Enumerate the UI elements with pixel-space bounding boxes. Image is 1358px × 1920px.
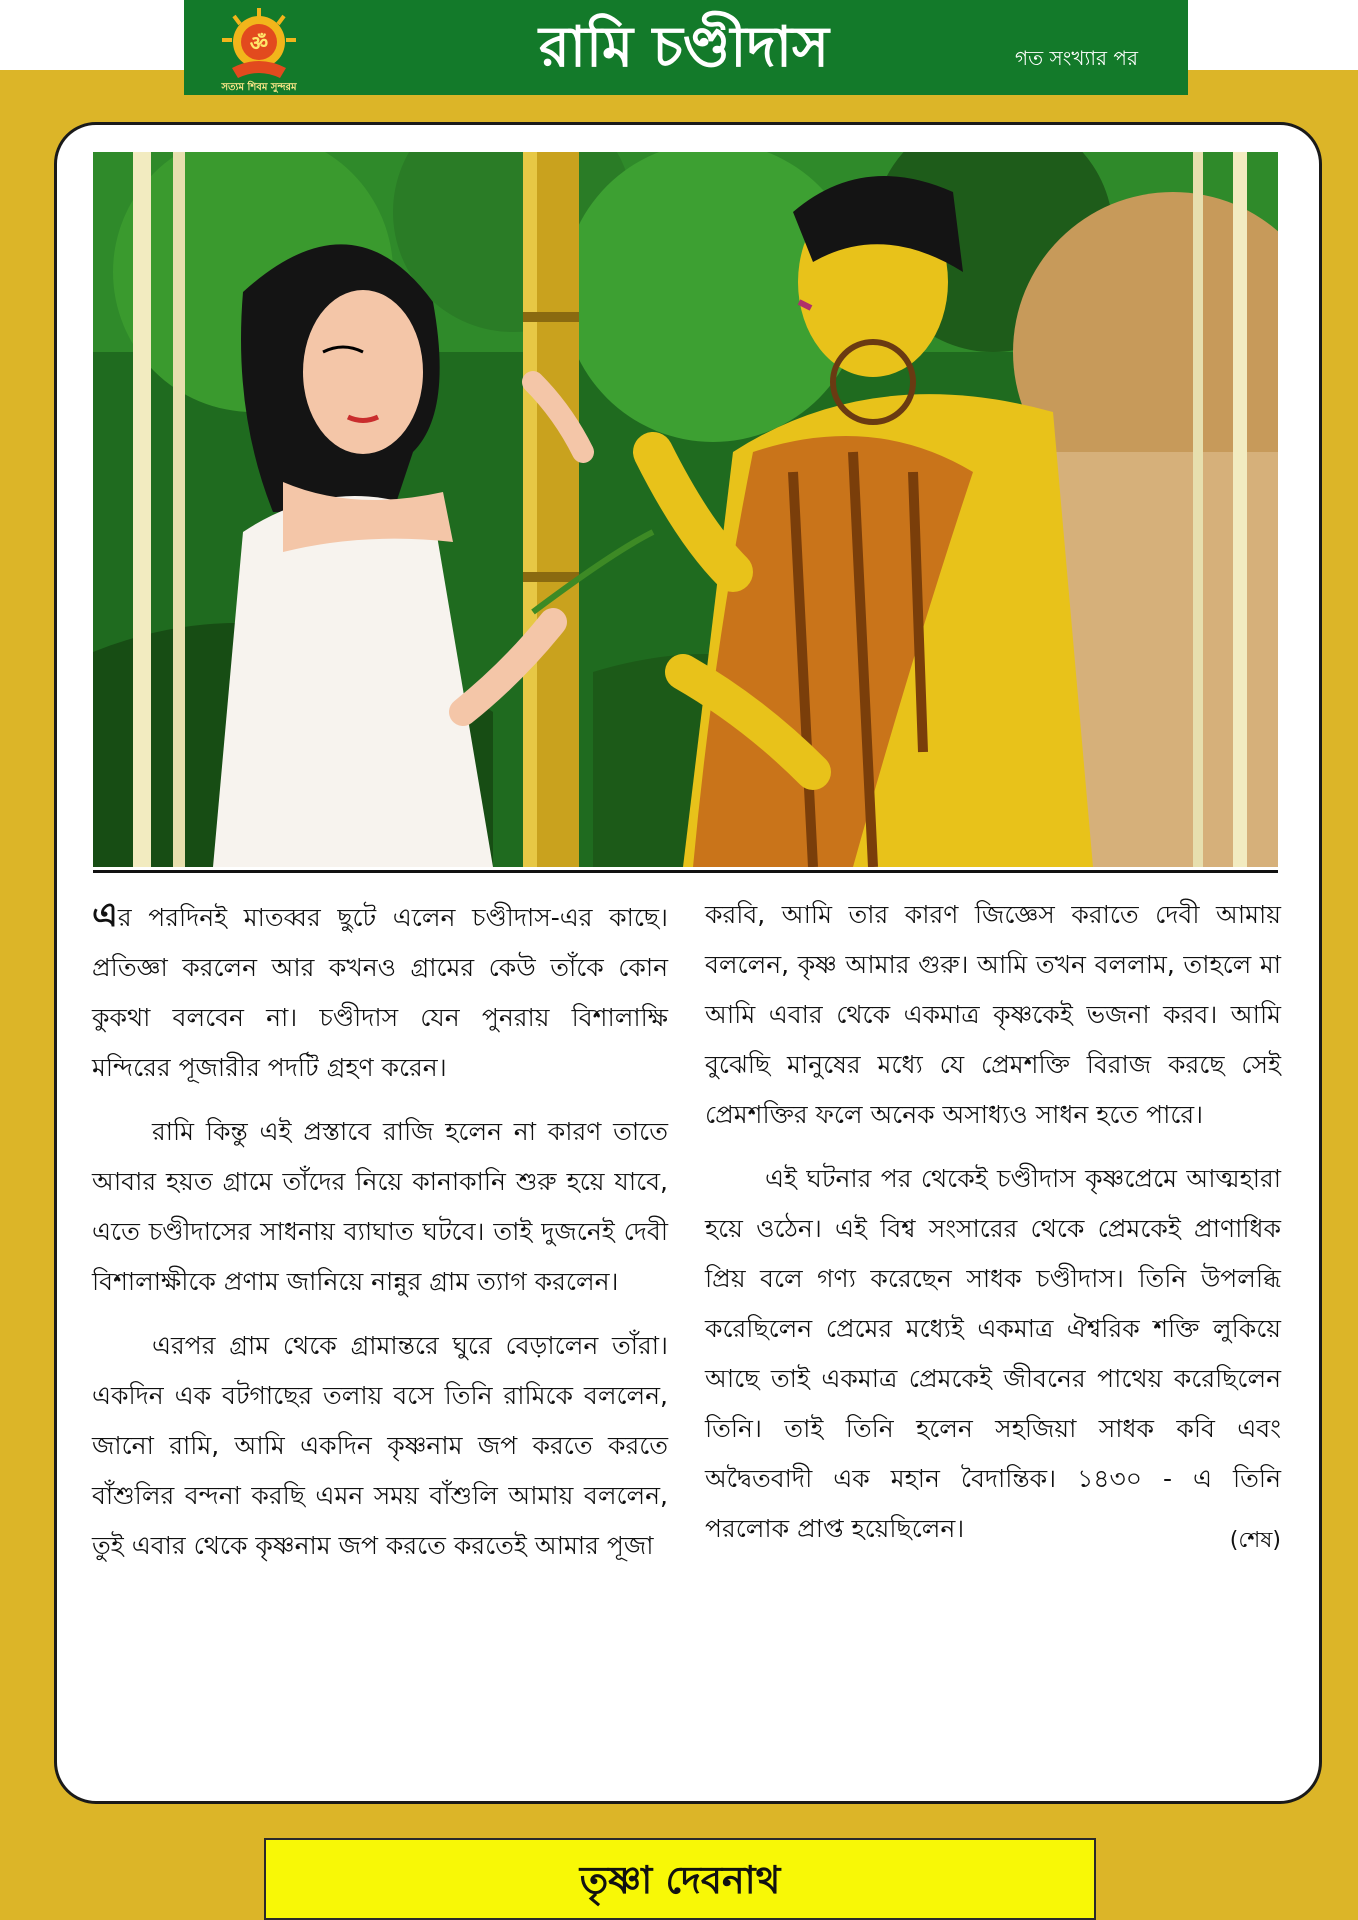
svg-text:ॐ: ॐ <box>249 31 269 55</box>
article-left-column <box>92 890 668 1585</box>
author-box <box>264 1838 1096 1920</box>
logo-caption: সত্যম শিবম সুন্দরম <box>221 82 297 93</box>
page-title: রামি চণ্ডীদাস <box>538 15 830 80</box>
paragraph-5-text: এই ঘটনার পর থেকেই চণ্ডীদাস কৃষ্ণপ্রেমে আত্মহারা হয়ে ওঠেন। এই বিশ্ব সংসারের থেকে প্রেমকেই প্রাণাধিক প্রিয় বলে গণ্য করেছেন সাধক চণ্ডীদাস। তিনি উপলব্ধি করেছিলেন প্রেমের মধ্যেই একমাত্র ঐশ্বরিক শক্তি লুকিয়ে আছে তাই একমাত্র প্রেমকেই জীবনের পাথেয় করেছিলেন তিনি। তাই তিনি হলেন সহজিয়া সাধক কবি এবং অদ্বৈতবাদী এক মহান বৈদান্তিক। ১৪৩০ - এ তিনি পরলোক প্রাপ্ত হয়েছিলেন। <box>705 1164 1281 1543</box>
paragraph-2: রামি কিন্তু এই প্রস্তাবে রাজি হলেন না কারণ তাতে আবার হয়ত গ্রামে তাঁদের নিয়ে কানাকানি শুরু হয়ে যাবে, এতে চণ্ডীদাসের সাধনায় ব্যাঘাত ঘটবে। তাই দুজনেই দেবী বিশালাক্ষীকে প্রণাম জানিয়ে নান্নুর গ্রাম ত্যাগ করলেন। <box>92 1117 668 1296</box>
paragraph-1-text: র পরদিনই মাতব্বর ছুটে এলেন চণ্ডীদাস-এর কাছে। প্রতিজ্ঞা করলেন আর কখনও গ্রামের কেউ তাঁকে কোন কুকথা বলবেন না। চণ্ডীদাস যেন পুনরায় বিশালাক্ষি মন্দিরের পূজারীর পদটি গ্রহণ করেন। <box>92 903 668 1082</box>
magazine-logo-icon <box>214 6 304 90</box>
paragraph-1 <box>92 890 668 1093</box>
paragraph-3: এরপর গ্রাম থেকে গ্রামান্তরে ঘুরে বেড়ালেন তাঁরা। একদিন এক বটগাছের তলায় বসে তিনি রামিকে বললেন, জানো রামি, আমি একদিন কৃষ্ণনাম জপ করতে করতে বাঁশুলির বন্দনা করছি এমন সময় বাঁশুলি আমায় বললেন, তুই এবার থেকে কৃষ্ণনাম জপ করতে করতেই আমার পূজা <box>92 1331 668 1560</box>
header-banner <box>184 0 1188 95</box>
continued-note: গত সংখ্যার পর <box>1015 46 1138 70</box>
story-illustration <box>93 152 1278 867</box>
paragraph-4: করবি, আমি তার কারণ জিজ্ঞেস করাতে দেবী আমায় বললেন, কৃষ্ণ আমার গুরু। আমি তখন বললাম, তাহলে মা আমি এবার থেকে একমাত্র কৃষ্ণকেই ভজনা করব। আমি বুঝেছি মানুষের মধ্যে যে প্রেমশক্তি বিরাজ করছে সেই প্রেমশক্তির ফলে অনেক অসাধ্যও সাধন হতে পারে। <box>705 900 1281 1129</box>
drop-cap: এ <box>92 895 118 935</box>
article-right-column <box>705 890 1281 1556</box>
paragraph-5 <box>705 1154 1281 1554</box>
divider-rule <box>93 870 1278 873</box>
author-name: তৃষ্ণা দেবনাথ <box>579 1858 781 1902</box>
end-mark: (শেষ) <box>1229 1528 1281 1553</box>
